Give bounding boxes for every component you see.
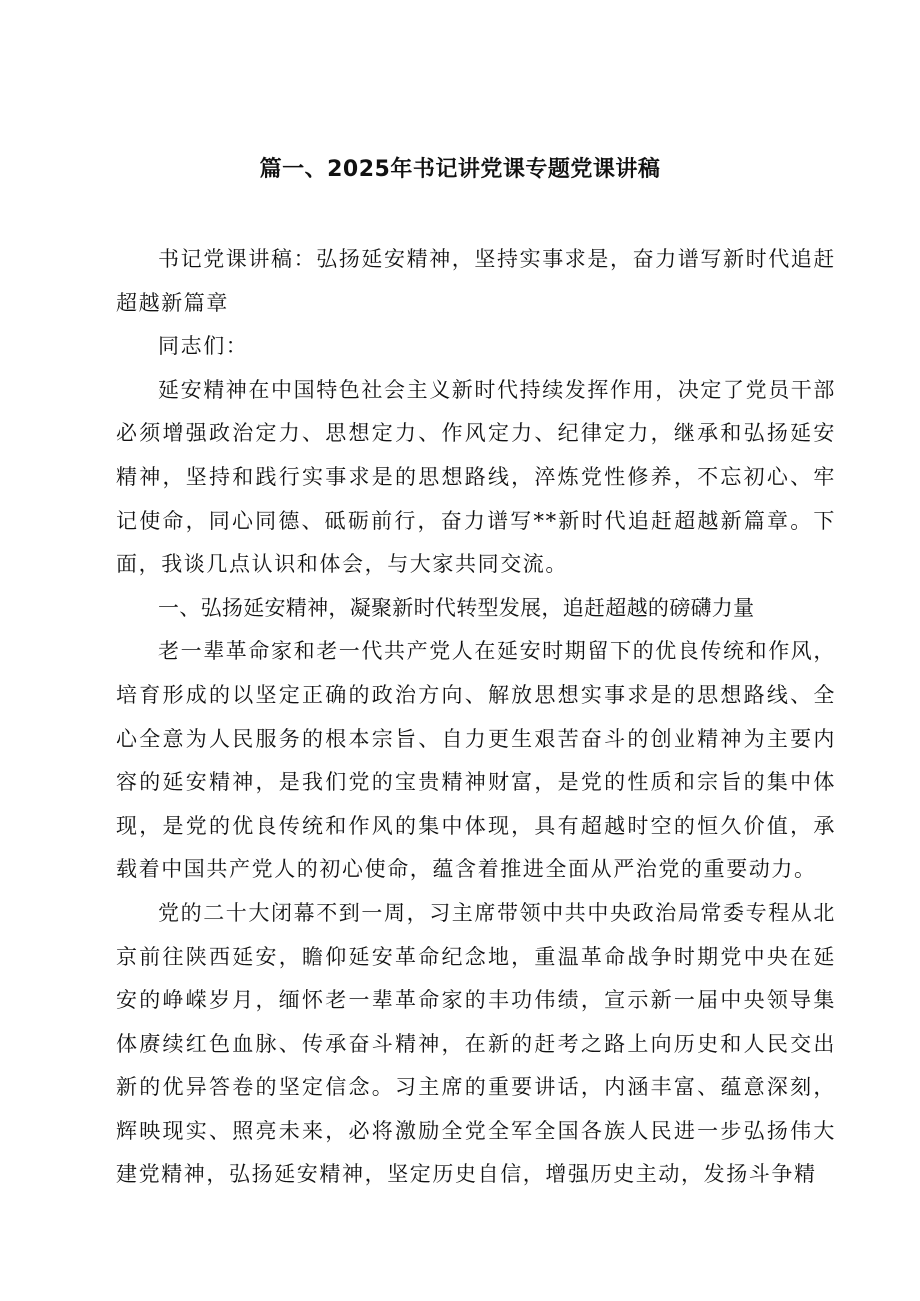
section-heading: 一、弘扬延安精神，凝聚新时代转型发展，追赶超越的磅礴力量 — [158, 595, 755, 620]
speech-subtitle: 书记党课讲稿：弘扬延安精神，坚持实事求是，奋力谱写新时代追赶超越新篇章 — [116, 247, 836, 315]
intro-paragraph: 延安精神在中国特色社会主义新时代持续发挥作用，决定了党员干部必须增强政治定力、思想定力、作风定力、纪律定力，继承和弘扬延安精神，坚持和践行实事求是的思想路线，淬炼党性修养，不忘初心、牢记使命，同心同德、砥砺前行，奋力谱写**新时代追赶超越新篇章。下面，我谈几点认识和体会，与大家共同交流。 — [116, 377, 836, 577]
document-title: 篇一、2025年书记讲党课专题党课讲稿 — [259, 157, 661, 182]
salutation: 同志们： — [158, 334, 249, 359]
section-paragraph: 老一辈革命家和老一代共产党人在延安时期留下的优良传统和作风，培育形成的以坚定正确的政治方向、解放思想实事求是的思想路线、全心全意为人民服务的根本宗旨、自力更生艰苦奋斗的创业精神为主要内容的延安精神，是我们党的宝贵精神财富，是党的性质和宗旨的集中体现，是党的优良传统和作风的集中体现，具有超越时空的恒久价值，承载着中国共产党人的初心使命，蕴含着推进全面从严治党的重要动力。 — [116, 639, 836, 882]
document-body — [116, 238, 836, 1197]
section-paragraph: 党的二十大闭幕不到一周，习主席带领中共中央政治局常委专程从北京前往陕西延安，瞻仰延安革命纪念地，重温革命战争时期党中央在延安的峥嵘岁月，缅怀老一辈革命家的丰功伟绩，宣示新一届中央领导集体赓续红色血脉、传承奋斗精神，在新的赶考之路上向历史和人民交出新的优异答卷的坚定信念。习主席的重要讲话，内涵丰富、蕴意深刻，辉映现实、照亮未来，必将激励全党全军全国各族人民进一步弘扬伟大建党精神，弘扬延安精神，坚定历史自信，增强历史主动，发扬斗争精 — [116, 900, 836, 1187]
